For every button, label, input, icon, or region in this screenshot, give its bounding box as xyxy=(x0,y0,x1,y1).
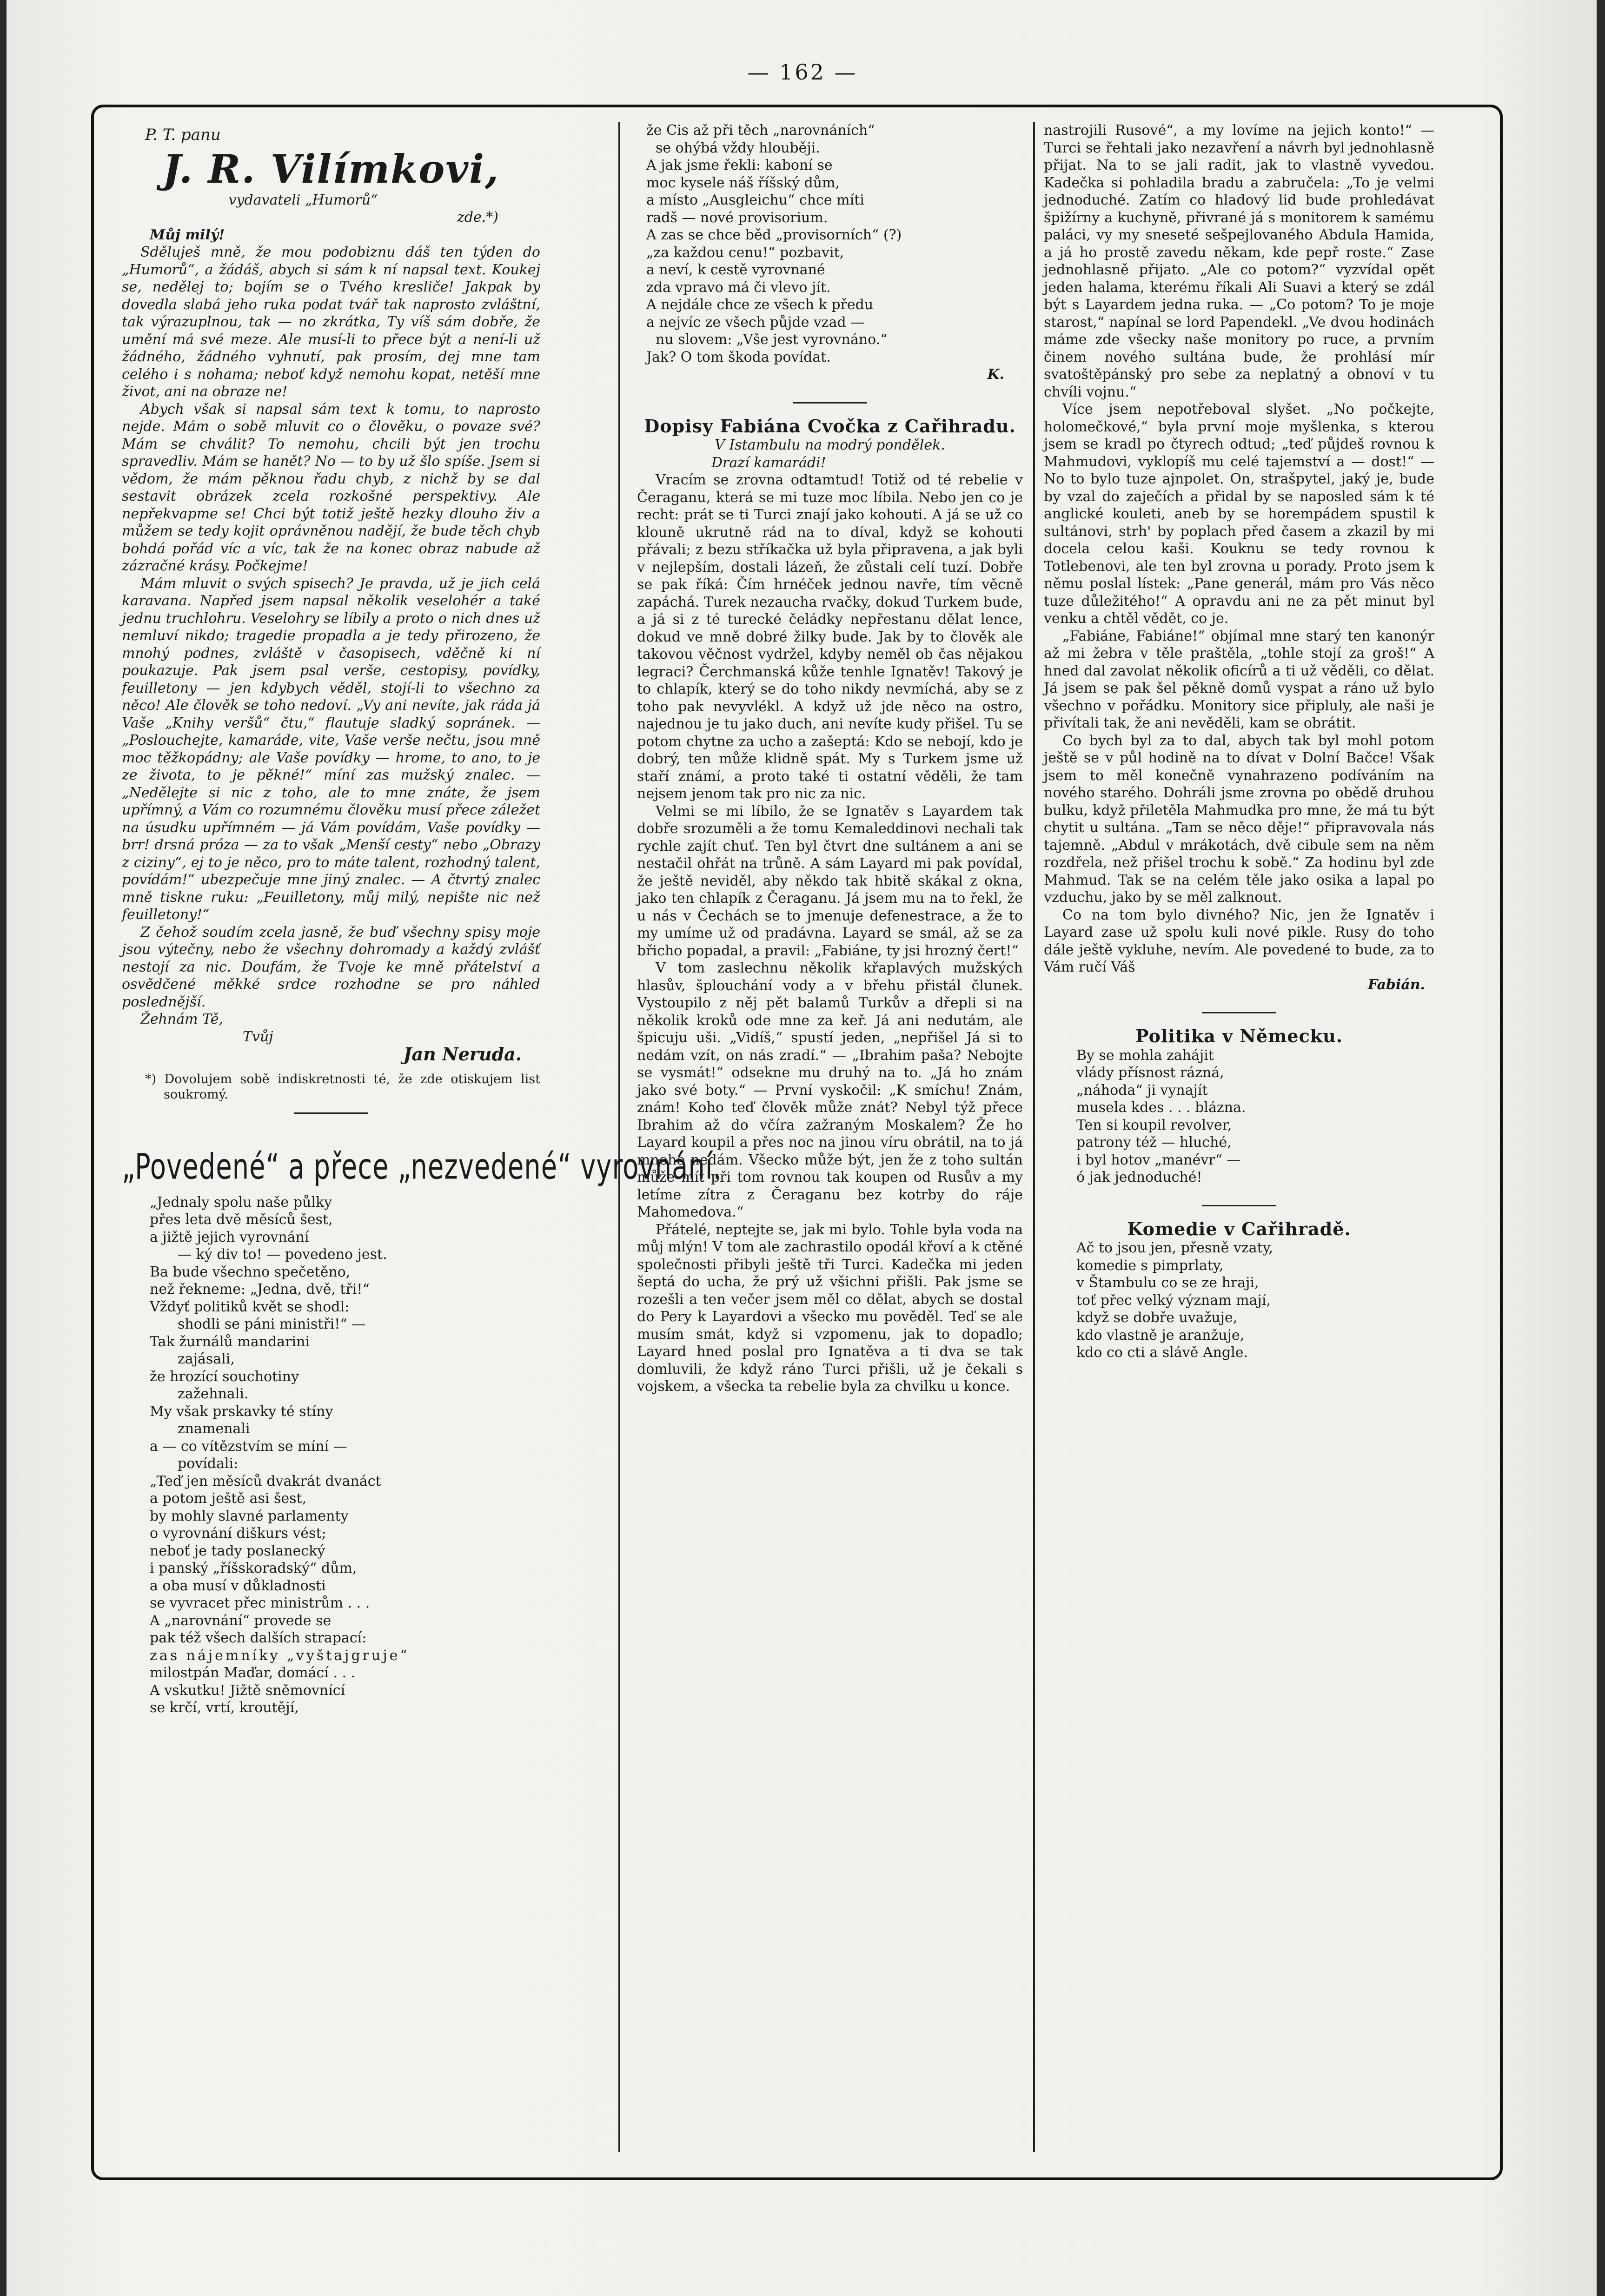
scan-edge-left xyxy=(0,0,7,2296)
poem-line: A vskutku! Jižtě sněmovnící xyxy=(150,1682,345,1699)
letter-addressee-sub: vydavateli „Humorů“ xyxy=(228,192,378,208)
poem-line: že Cis až při těch „narovnáních“ xyxy=(646,122,875,139)
column-3 xyxy=(1044,122,1434,2157)
politika-title: Politika v Německu. xyxy=(1135,1026,1343,1046)
dispatch-paragraph: Více jsem nepotřeboval slyšet. „No počkejte, holomečkové,“ byla první moje myšlenka, s kterou jsem se kradl po čtyrech odtud; „teď půjdeš rovnou k Mahmudovi, vyklopíš mu celé tajemství a — dost!“ — No to bylo tuze ajnpolet. On, strašpytel, jaký je, bude by vzal do zaječích a přidal by se naposled sám k té anglické kouleti, aneb by se horempádem spustil k sultánovi, strh' by poplach před časem a zkazil by mi docela celou kaši. Kouknu se tedy rovnou k Totlebenovi, ale ten byl zrovna u porady. Proto jsem k němu poslal lístek: „Pane generál, mám pro Vás něco tuze důležitého!“ A opravdu ani ne za pět minut byl venku a chtěl vědět, co je. xyxy=(1044,401,1434,627)
komedie-verse xyxy=(1076,1239,1434,1362)
dispatch-paragraph: Co bych byl za to dal, abych tak byl mohl potom ještě se v půl hodině na to dívat v Dolní Bačce! Však jsem to měl konečně vynahrazeno podíváním na nového starého. Dohráli jsme zrovna po obědě druhou bulku, když přiletěla Mahmudka pro mne, že má tu být chytit u sultána. „Tam se něco děje!“ připravovala nás tajemně. „Abdul v mrákotách, dvě cibule sem na něm rozdřela, než přišel trochu k sobě.“ Za hodinu byl zde Mahmud. Tak se na celém těle jako osika a lapal po vzduchu, jako by se měl zalknout. xyxy=(1044,732,1434,906)
page-number: — 162 — xyxy=(747,60,858,85)
dispatch-paragraph: Přátelé, neptejte se, jak mi bylo. Tohle byla voda na můj mlýn! V tom ale zachrastilo opodál křoví a k ctěné společnosti přibyli ještě tři Turci. Kadečka mi jeden šeptá do ucha, že prý už všichni přišli. Pak jsme se rozešli a ten večer jsem měl co dělat, abych se dostal do Pery k Layardovi a všecko mu pověděl. Teď se ale musím smát, když si vzpomenu, jak to dopadlo; Layard hned poslal pro Ignatěva a ti dva se tak domluvili, že když ráno Turci přišli, už je čekali s vojskem, a všecka ta rebelie byla za chvilku u konce. xyxy=(637,1221,1023,1395)
komedie-line: komedie s pimprlaty, xyxy=(1076,1257,1224,1274)
letter-body xyxy=(122,226,540,1046)
poem-line: zas nájemníky „vyštajgruje“ xyxy=(150,1647,410,1664)
politika-line: Ten si koupil revolver, xyxy=(1076,1117,1232,1133)
poem-line: Tak žurnálů mandarini xyxy=(150,1333,310,1350)
poem-line: o vyrovnání diškurs vést; xyxy=(150,1525,326,1542)
poem-line: neboť je tady poslanecký xyxy=(150,1542,325,1559)
letter-paragraph: Sděluješ mně, že mou podobiznu dáš ten týden do „Humorů“, a žádáš, abych si sám k ní napsal text. Koukej se, nedělej to; bojím se o Tvého kresliče! Jakpak by dovedla slabá jeho ruka podat tvář tak naprosto zvláštní, tak výrazuplnou, tak — no zkrátka, Ty víš sám dobře, že umění má své meze. Ale musí-li to přece být a není-li už žádného, žádného vyhnutí, pak prosím, dej mne tam celého i s nohama; neboť když nemohu kopat, netěší mne život, ani na obraze ne! xyxy=(122,244,540,400)
dispatch-subtitle: V Istambulu na modrý pondělek. xyxy=(715,437,945,453)
poem-line: přes leta dvě měsíců šest, xyxy=(150,1211,333,1228)
poem-signature: K. xyxy=(987,366,1004,383)
poem-line: radš — nové provisorium. xyxy=(646,209,828,226)
poem-line: „za každou cenu!“ pozbavit, xyxy=(646,244,844,261)
poem-line: pak též všech dalších strapací: xyxy=(150,1630,367,1646)
politika-line: i byl hotov „manévr“ — xyxy=(1076,1151,1241,1168)
poem-line: znamenali xyxy=(178,1421,250,1437)
poem-line: — ký div to! — povedeno jest. xyxy=(178,1246,387,1263)
poem-line: „Jednaly spolu naše půlky xyxy=(150,1194,332,1211)
poem-line: milostpán Maďar, domácí . . . xyxy=(150,1665,356,1681)
dispatch-greeting: Drazí kamarádi! xyxy=(711,454,826,471)
poem-line: se krčí, vrtí, kroutějí, xyxy=(150,1700,299,1716)
letter-salutation: P. T. panu xyxy=(145,126,221,144)
letter-paragraph: Z čehož soudím zcela jasně, že buď všechny spisy moje jsou výtečny, nebo že všechny dohromady a každý zvlášť nestojí za nic. Doufám, že Tvoje ke mně přátelství a osvědčené měkké srdce rozhodne se pro náhled poslednější. xyxy=(122,924,540,1010)
komedie-line: toť přec velký význam mají, xyxy=(1076,1292,1271,1309)
letter-addressee-location: zde.*) xyxy=(457,209,498,225)
politika-line: patrony též — hluché, xyxy=(1076,1134,1232,1151)
poem-line: nu slovem: „Vše jest vyrovnáno.“ xyxy=(656,331,888,348)
poem-line: a jižtě jejich vyrovnání xyxy=(150,1229,309,1245)
komedie-line: kdo vlastně je aranžuje, xyxy=(1076,1327,1245,1343)
komedie-line: Ač to jsou jen, přesně vzaty, xyxy=(1076,1240,1273,1256)
letter-footnote: *) Dovolujem sobě indiskretnosti té, že zde otiskujem list soukromý. xyxy=(145,1072,540,1102)
letter-paragraph: Mám mluvit o svých spisech? Je pravda, už je jich celá karavana. Napřed jsem napsal několik veselohér a také jednu truchlohru. Veselohry se líbily a proto o nich dnes už nemluví nikdo; tragedie propadla a je tedy přirozeno, že mnohý podnes, zvláště v časopisech, vděčně ki ní poukazuje. Pak jsem psal verše, cestopisy, povídky, feuilletony — jen kdybych věděl, stojí-li to všechno za něco! Ale člověk se toho nedoví. „Vy ani nevíte, jak ráda já Vaše „Knihy veršů“ čtu,“ flautuje sladký sopránek. — „Poslouchejte, kamaráde, vite, Vaše verše nečtu, jsou mně moc těžkopádny; ale Vaše povídky — hrome, to ano, to je ze života, to je pěkné!“ míní zas mužský znalec. — „Nedělejte si nic z toho, ale to mne znáte, že jsem upřímný, a Vám co rozumnému člověku musí přece záležet na úsudku upřímném — já Vám povídám, Vaše povídky — brr! drsná próza — za to však „Menší cesty“ nebo „Obrazy z ciziny“, ej to je něco, pro to máte talent, rozhodný talent, povídám!“ ubezpečuje mne jiný znalec. — A čtvrtý znalec mně tiskne ruku: „Feuilletony, můj milý, nepište nic než feuilletony!“ xyxy=(122,575,540,923)
poem-line: „Teď jen měsíců dvakrát dvanáct xyxy=(150,1473,381,1489)
dispatch-paragraph: Velmi se mi líbilo, že se Ignatěv s Layardem tak dobře srozuměli a že tomu Kemaleddinovi nechali tak rychle zajít chuť. Ten byl čtvrt dne sultánem a ani se nestačil ohřát na trůně. A sám Layard mi pak povídal, že ještě neviděl, aby někdo tak hbitě skákal z okna, jako ten chlapík z Čeraganu. Já jsem mu na to řekl, že u nás v Čechách se to jmenuje defenestrace, a že to my umíme už od pradávna. Layard se smál, až se za břicho popadal, a pravil: „Fabiáne, ty jsi hrozný čert!“ xyxy=(637,803,1023,959)
poem-line: povídali: xyxy=(178,1456,239,1472)
letter-closing: Žehnám Tě, xyxy=(140,1011,224,1027)
poem-line: zajásali, xyxy=(178,1351,235,1367)
politika-line: musela kdes . . . blázna. xyxy=(1076,1099,1246,1116)
scan-edge-right xyxy=(1597,0,1605,2296)
poem-line: a místo „Ausgleichu“ chce míti xyxy=(646,192,864,208)
dispatch-signature: Fabián. xyxy=(1367,976,1425,993)
poem-line: Ba bude všechno spečetěno, xyxy=(150,1264,351,1280)
separator xyxy=(1202,1012,1276,1013)
poem-line: že hrozící souchotiny xyxy=(150,1368,299,1385)
komedie-line: v Štambulu co se ze hraji, xyxy=(1076,1275,1259,1291)
separator xyxy=(294,1112,368,1114)
dispatch-paragraph: Co na tom bylo divného? Nic, jen že Ignatěv i Layard zase už spolu kuli nové pikle. Rusy do toho dále ještě vykluhe, nevím. Ale povedené to bude, za to Vám ručí Váš xyxy=(1044,906,1434,975)
column-rule-2 xyxy=(1033,122,1035,2152)
poem-verse-continued xyxy=(646,122,1023,366)
dispatch-paragraph: V tom zaslechnu několik křaplavých mužských hlasův, šplouchání vody a v břehu přistál člunek. Vystoupilo z něj pět balamů Turkův a dřepli si na několik kroků ode mne za keř. Já ani nedutám, ale špicuju uši. „Vidíš,“ spustí jeden, „nepřišel Já si to nedám vzít, on nás zradí.“ — „Ibrahim paša? Nebojte se vysmát!“ odsekne mu druhý na to. „Já ho znám jako své boty.“ — První vyskočil: „K smíchu! Znám, znám! Koho teď člověk může znát? Nebyl týž přece Ibrahim až do včíra zažraným Moskalem? Že ho Layard koupil a přes noc na jinou víru obrátil, na to já mnoho nedám. Všecko může být, jen že z toho sultán může mít při tom rovnou tak koupen od Rusův a my letíme zítra z Čeraganu bez kotrby do ráje Mahomedova.“ xyxy=(637,960,1023,1220)
letter-greeting: Můj milý! xyxy=(150,226,225,243)
poem-line: a neví, k cestě vyrovnané xyxy=(646,262,825,278)
column-1 xyxy=(122,122,722,2157)
poem-title: „Povedené“ a přece „nezvedené“ vyrovnání. xyxy=(122,1146,722,1187)
letter-closing-2: Tvůj xyxy=(243,1028,273,1045)
dispatch-paragraph: nastrojili Rusové“, a my lovíme na jejich konto!“ — Turci se řehtali jako nezavření a návrh byl jednohlasně přijat. Na to se jali radit, jak to vlastně vyvedou. Kadečka si pohladila bradu a zabručela: „To je velmi jednoduché. Zatím co hladový lid bude prohledávat špižírny a kuchyně, přivrané já s monitorem k samému paláci, vy my sneseté sešpejlovaného Abdula Hamida, a já ho prostě zavedu někam, kde pepř roste.“ Zase jednohlasně přijato. „Ale co potom?“ vyzvídal opět jeden halama, kterému říkali Ali Suavi a který se zdál být s Layardem jedna ruka. — „Co potom? To je moje starost,“ napínal se lord Papendekl. „Ve dvou hodinách máme zde všecky naše monitory po ruce, a prvním činem nového sultána bude, že prohlásí mír svatoštěpánský pro sebe za neplatný a obnoví v tu chvíli vojnu.“ xyxy=(1044,122,1434,400)
letter-addressee: J. R. Vilímkovi, xyxy=(162,146,500,192)
poem-line: Vždyť politiků květ se shodl: xyxy=(150,1298,350,1315)
komedie-title: Komedie v Cařihradě. xyxy=(1127,1218,1351,1239)
letter-paragraph: Abych však si napsal sám text k tomu, to naprosto nejde. Mám o sobě mluvit co o člověku, o povaze své? Mám se chválit? To nemohu, chcili být jen trochu spravedliv. Mám se hanět? No — to by už šlo spíše. Jsem si vědom, že mám pěknou řadu chyb, z nichž by se dal sestavit obrázek zcela rozkošné perspektivy. Ale nepřekvapme se! Chci být totiž ještě hezky dlouho živ a můžem se tedy kojit oprávněnou nadějí, že bude těch chyb bohdá pořád víc a víc, tak že na konec obraz nabude až zázračné krásy. Počkejme! xyxy=(122,401,540,574)
komedie-line: když se dobře uvažuje, xyxy=(1076,1310,1238,1326)
column-2 xyxy=(637,122,1023,2157)
poem-line: a oba musí v důkladnosti xyxy=(150,1577,326,1594)
politika-line: By se mohla zahájit xyxy=(1076,1047,1214,1064)
dispatch-paragraph: „Fabiáne, Fabiáne!“ objímal mne starý ten kanonýr až mi žebra v těle praštěla, „tohle stojí za groš!“ A hned dal zavolat několik oficírů a ti už věděli, co dělat. Já jsem se pak šel pěkně domů vyspat a ráno už bylo všechno v pořádku. Monitory sice připluly, ale naši je přivítali tak, že ani nevěděli, kam se obrátit. xyxy=(1044,628,1434,731)
poem-line: a nejvíc ze všech půjde vzad — xyxy=(646,314,865,331)
dispatch-paragraph: Vracím se zrovna odtamtud! Totiž od té rebelie v Čeraganu, která se mi tuze moc líbila. Nebo jen co je recht: prát se ti Turci znají jako kohouti. A já se už co klouně ukrutně rád na to díval, když se kohouti přávali; z bezu stříkačka už byla připravena, a jak byli v nejlepším, dostali lázeň, že zůstali celí tuzí. Dobře se pak říká: Čím hrnéček jednou navře, tím věcně zapáchá. Turek nezaucha rvačky, dokud Turkem bude, a já si z té turecké čeládky nepřestanu dělat lence, dokud ve mně dobré žilky bude. Jak by to člověk ale takovou věčnost vydržel, kdyby neměl ob čas nějakou legraci? Čerchmanská kůže tenhle Ignatěv! Takový je to chlapík, který se do toho nikdy nevmíchá, aby se z toho pak nevyvlékl. A když už jde něco na ostro, najednou je tu jako duch, ani nevíte kudy přišel. Tu se potom chytne za ucho a zašeptá: Kdo se nebojí, kdo je dobrý, ten může klidně spát. My s Turkem jsme už staří známí, a proto také ti ostatní věděli, že tam nejsem jenom tak pro nic za nic. xyxy=(637,472,1023,802)
poem-line: A „narovnání“ provede se xyxy=(150,1612,332,1629)
poem-line: než řekneme: „Jedna, dvě, tři!“ xyxy=(150,1281,370,1297)
letter-signature: Jan Neruda. xyxy=(403,1044,522,1065)
poem-line: A nejdále chce ze všech k předu xyxy=(646,297,874,313)
poem-line: shodli se páni ministři!“ — xyxy=(178,1316,366,1332)
poem-line: Jak? O tom škoda povídat. xyxy=(646,349,831,365)
poem-line: se ohýbá vždy hlouběji. xyxy=(656,139,820,156)
komedie-line: kdo co cti a slávě Angle. xyxy=(1076,1344,1248,1361)
poem-line: zažehnali. xyxy=(178,1386,249,1402)
poem-verse xyxy=(150,1194,540,1717)
politika-line: vlády přísnost rázná, xyxy=(1076,1065,1224,1081)
dispatch-title: Dopisy Fabiána Cvočka z Cařihradu. xyxy=(644,415,1016,437)
column-rule-1 xyxy=(618,122,620,2152)
poem-line: i panský „říšskoradský“ dům, xyxy=(150,1560,357,1576)
separator xyxy=(1202,1205,1276,1206)
poem-line: A zas se chce běd „provisorních“ (?) xyxy=(646,227,902,243)
poem-line: moc kysele náš říšský dům, xyxy=(646,174,840,191)
poem-line: My však prskavky té stíny xyxy=(150,1403,333,1420)
poem-line: A jak jsme řekli: kaboní se xyxy=(646,157,833,173)
separator xyxy=(793,402,867,404)
poem-line: a — co vítězstvím se míní — xyxy=(150,1438,347,1455)
politika-line: „náhoda“ ji vynajít xyxy=(1076,1082,1208,1098)
politika-line: ó jak jednoduché! xyxy=(1076,1169,1202,1185)
poem-line: by mohly slavné parlamenty xyxy=(150,1508,349,1524)
politika-verse xyxy=(1076,1047,1434,1186)
poem-line: se vyvracet přec ministrům . . . xyxy=(150,1595,370,1611)
poem-line: zda vpravo má či vlevo jít. xyxy=(646,279,831,296)
poem-line: a potom ještě asi šest, xyxy=(150,1490,307,1507)
